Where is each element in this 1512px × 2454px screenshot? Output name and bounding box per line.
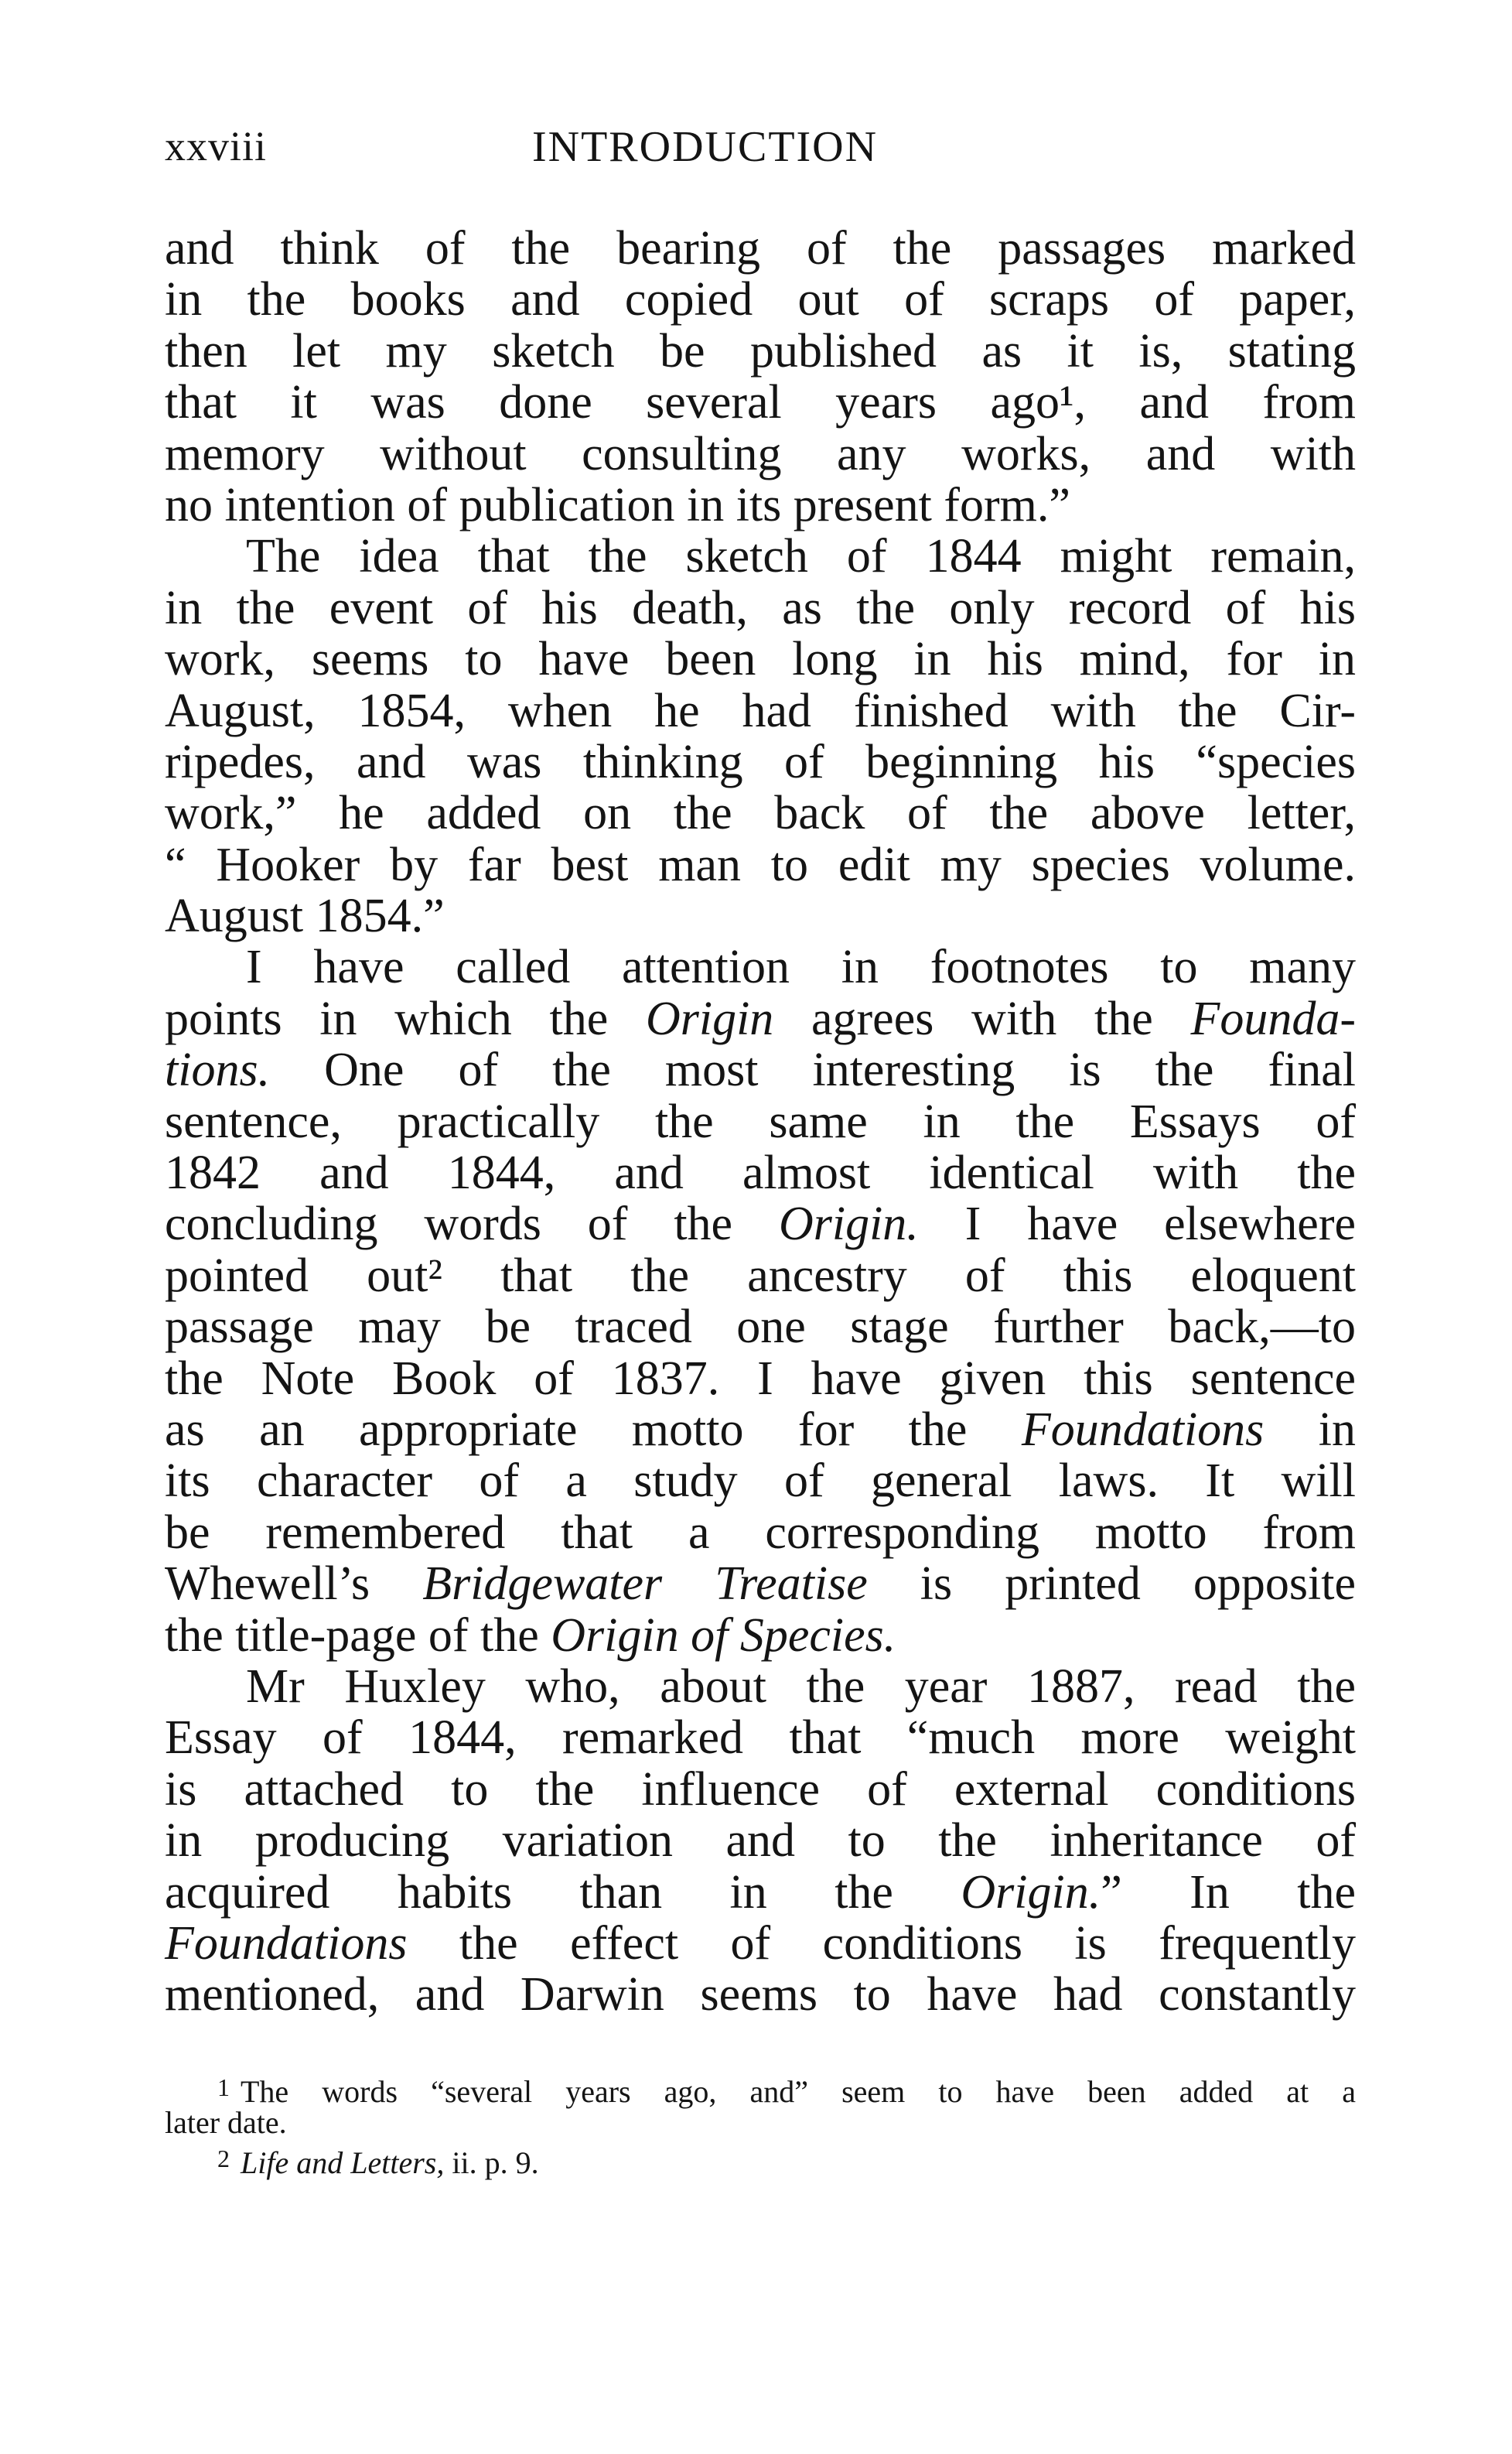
body-text [165,223,1356,2021]
text-line: work, seems to have been long in his mind, for in [165,633,1356,686]
text-line: and think of the bearing of the passages marked [165,222,1356,275]
text-line: August, 1854, when he had finished with the Cir- [165,684,1356,737]
footnotes [165,2069,1356,2180]
text-line: The idea that the sketch of 1844 might remain, [246,530,1356,583]
italic-title: Origin. [961,1865,1101,1919]
text-line [165,993,1356,1044]
text-line: “ Hooker by far best man to edit my species volume. [165,838,1356,891]
italic-title: tions. [165,1044,271,1097]
footnote-text: ii. p. 9. [444,2145,539,2180]
italic-title: Founda- [1190,992,1356,1045]
footnote-1 [165,2069,1356,2109]
text-line: in producing variation and to the inheritance of [165,1814,1356,1868]
footnote-marker: 2 [217,2145,230,2172]
text-line: passage may be traced one stage further back,—to [165,1300,1356,1354]
footnote-title: Life and Letters, [241,2145,445,2180]
text-line [165,1867,1356,1918]
text-line [165,1610,1356,1661]
text-line: then let my sketch be published as it is, stating [165,324,1356,378]
text-line: ripedes, and was thinking of beginning his “species [165,735,1356,788]
text-run: in [1264,1403,1356,1456]
text-line: Mr Huxley who, about the year 1887, read the [246,1659,1356,1713]
text-line: 1842 and 1844, and almost identical with the [165,1147,1356,1200]
text-line: is attached to the influence of external conditions [165,1762,1356,1816]
running-title: INTRODUCTION [532,123,879,171]
italic-title: Origin. [778,1198,919,1251]
italic-title: Origin [645,992,774,1045]
footnote-1-continued: later date. [165,2105,287,2140]
text-run: the effect of conditions is frequently [407,1916,1356,1970]
page-number: xxviii [165,123,268,169]
text-line: in the event of his death, as the only record of his [165,581,1356,634]
italic-title: Foundations [1021,1403,1265,1456]
text-line: I have called attention in footnotes to many [246,941,1356,994]
text-line: its character of a study of general laws. It will [165,1454,1356,1508]
text-run: agrees with the [773,992,1191,1045]
text-run: One of the most interesting is the final [270,1044,1356,1097]
footnote-text: The words “several years ago, and” seem to have been added at a [241,2074,1356,2109]
text-line: that it was done several years ago¹, and from [165,376,1356,429]
text-run: is printed opposite [867,1557,1356,1611]
italic-title: Bridgewater Treatise [422,1557,868,1611]
text-line: Essay of 1844, remarked that “much more weight [165,1711,1356,1765]
text-line [165,1404,1356,1455]
text-run: acquired habits than in the [165,1865,961,1919]
text-line: memory without consulting any works, and with [165,427,1356,480]
text-line: work,” he added on the back of the above letter, [165,787,1356,840]
text-run: I have elsewhere [918,1198,1356,1251]
text-line: August 1854.” [165,890,445,943]
text-run: the title-page of the [165,1608,551,1662]
text-line: pointed out² that the ancestry of this eloquent [165,1249,1356,1302]
text-run: as an appropriate motto for the [165,1403,1022,1456]
footnote-marker: 1 [217,2073,230,2101]
text-line [165,1044,1356,1095]
italic-title: Origin of Species. [551,1608,896,1662]
footnote-2 [165,2141,1356,2180]
text-run: ” In the [1101,1865,1356,1919]
italic-title: Foundations [165,1916,408,1970]
text-line: no intention of publication in its present form.” [165,478,1070,531]
text-line: the Note Book of 1837. I have given this sentence [165,1352,1356,1405]
page-header [165,122,1356,176]
text-line: be remembered that a corresponding motto from [165,1506,1356,1559]
text-line [165,1198,1356,1249]
text-line [165,1918,1356,1969]
text-line: mentioned, and Darwin seems to have had constantly [165,1968,1356,2022]
text-line: sentence, practically the same in the Essays of [165,1095,1356,1148]
text-run: Whewell’s [165,1557,423,1611]
text-run: concluding words of the [165,1198,779,1251]
text-run: points in which the [165,992,646,1045]
text-line [165,1558,1356,1609]
text-line: in the books and copied out of scraps of paper, [165,273,1356,326]
